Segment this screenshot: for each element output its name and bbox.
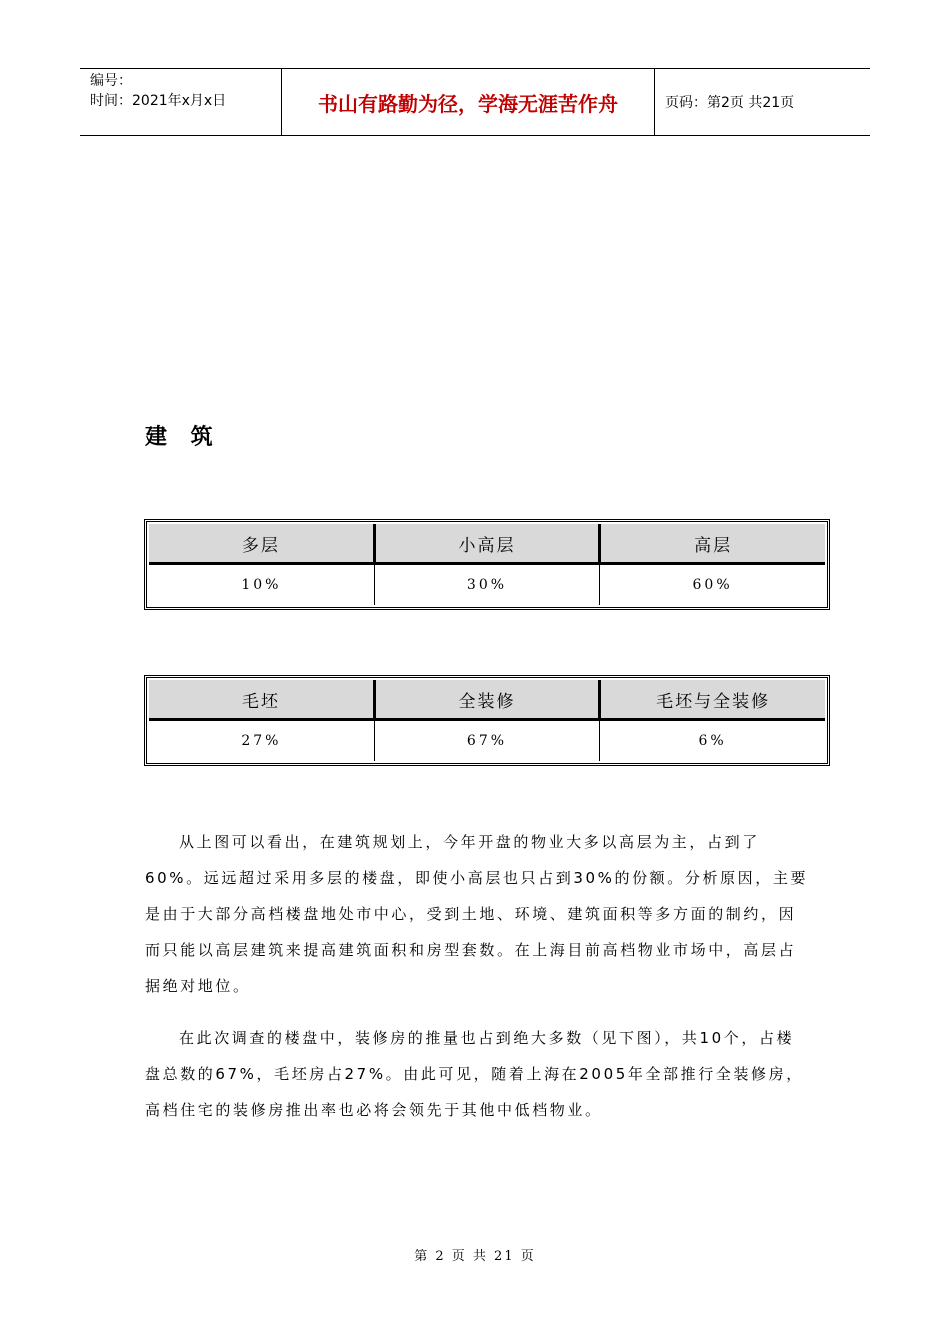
table-cell: 6% xyxy=(698,733,727,749)
paragraph-text: 从上图可以看出，在建筑规划上，今年开盘的物业大多以高层为主，占到了60%。远远超过采用多层的楼盘，即使小高层也只占到30%的份额。分析原因，主要是由于大部分高档楼盘地处市中心，受到土地、环境、建筑面积等多方面的制约，因而只能以高层建筑来提高建筑面积和房型套数。在上海目前高档物业市场中，高层占据绝对地位。 xyxy=(145,833,809,995)
header-meta xyxy=(80,69,282,135)
table-cell: 60% xyxy=(692,577,733,593)
table-header-row xyxy=(149,524,825,564)
decoration-type-table xyxy=(144,675,830,766)
building-type-table xyxy=(144,519,830,610)
page-header xyxy=(80,68,870,136)
paragraph-text: 在此次调查的楼盘中，装修房的推量也占到绝大多数（见下图），共10个，占楼盘总数的67%，毛坯房占27%。由此可见，随着上海在2005年全部推行全装修房，高档住宅的装修房推出率也必将会领先于其他中低档物业。 xyxy=(145,1029,804,1119)
header-page-info: 页码：第2页 共21页 xyxy=(665,95,795,111)
table-cell: 10% xyxy=(149,564,374,606)
table-cell: 30% xyxy=(374,564,599,606)
table-cell: 27% xyxy=(149,720,374,762)
table-header-cell: 毛坯与全装修 xyxy=(600,680,825,720)
table-header-cell: 全装修 xyxy=(374,680,599,720)
table-header-cell: 多层 xyxy=(149,524,374,564)
paragraph-decoration-analysis xyxy=(145,1020,810,1128)
table-header-row xyxy=(149,680,825,720)
paragraph-building-analysis xyxy=(145,824,810,1004)
table-header-cell: 毛坯 xyxy=(149,680,374,720)
table-row xyxy=(149,720,825,762)
table-header-cell: 高层 xyxy=(600,524,825,564)
time-label: 时间：2021年x月x日 xyxy=(90,93,227,109)
page-footer: 第 2 页 共 21 页 xyxy=(414,1249,536,1264)
number-label: 编号： xyxy=(90,73,132,89)
table-header-cell: 小高层 xyxy=(374,524,599,564)
section-title: 建 筑 xyxy=(145,425,221,450)
table-row xyxy=(149,564,825,606)
table-cell: 67% xyxy=(374,720,599,762)
header-motto: 书山有路勤为径，学海无涯苦作舟 xyxy=(282,69,655,135)
